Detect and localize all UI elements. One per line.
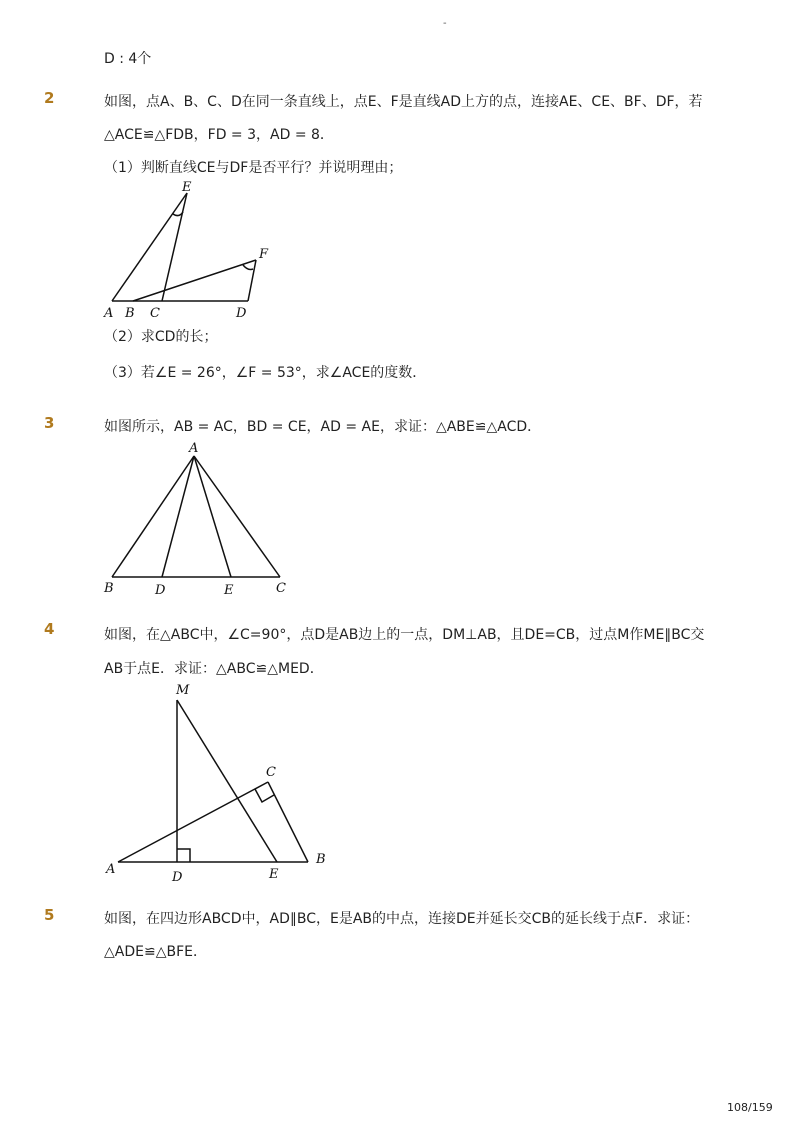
fig2-label-a: A [104, 306, 114, 321]
fig4-label-e: E [269, 867, 279, 882]
fig2-label-e: E [182, 180, 192, 195]
fig2-label-b: B [125, 306, 135, 321]
fig4-label-d: D [172, 870, 183, 885]
fig3-label-c: C [276, 581, 286, 596]
fig2-label-c: C [150, 306, 160, 321]
question-2-part-3: （3）若∠E = 26°，∠F = 53°，求∠ACE的度数． [104, 365, 427, 381]
question-4-number: 4 [44, 620, 55, 638]
page-number: 108/159 [727, 1101, 773, 1114]
fig3-label-b: B [104, 581, 114, 596]
fig4-label-m: M [176, 683, 190, 698]
fig2-label-f: F [259, 247, 269, 262]
question-2-number: 2 [44, 89, 55, 107]
question-4-line-1: 如图，在△ABC中，∠C=90°，点D是AB边上的一点，DM⊥AB，且DE=CB，过点M作ME∥BC交 [104, 627, 705, 643]
question-2-line-1: 如图，点A、B、C、D在同一条直线上，点E、F是直线AD上方的点，连接AE、CE、BF、DF，若 [104, 94, 703, 110]
question-2-part-2: （2）求CD的长； [104, 329, 218, 345]
fig4-label-a: A [106, 862, 116, 877]
question-3-line-1: 如图所示，AB = AC，BD = CE，AD = AE，求证：△ABE≌△ACD． [104, 419, 542, 435]
question-3-number: 3 [44, 414, 55, 432]
question-2-part-1: （1）判断直线CE与DF是否平行？并说明理由； [104, 160, 403, 176]
fig4-label-c: C [266, 765, 276, 780]
fig3-label-d: D [155, 583, 166, 598]
q1-option-d: D : 4个 [104, 51, 152, 67]
question-5-line-1: 如图，在四边形ABCD中，AD∥BC，E是AB的中点，连接DE并延长交CB的延长线于点F．求证： [104, 911, 700, 927]
fig2-label-d: D [236, 306, 247, 321]
fig3-label-e: E [224, 583, 234, 598]
fig3-label-a: A [189, 441, 199, 456]
fig4-label-b: B [316, 852, 326, 867]
question-2-line-2: △ACE≌△FDB，FD = 3，AD = 8． [104, 127, 334, 143]
question-5-line-2: △ADE≌△BFE． [104, 944, 207, 960]
question-4-line-2: AB于点E．求证：△ABC≌△MED． [104, 661, 324, 677]
question-5-number: 5 [44, 906, 55, 924]
top-mark: - [443, 18, 447, 29]
